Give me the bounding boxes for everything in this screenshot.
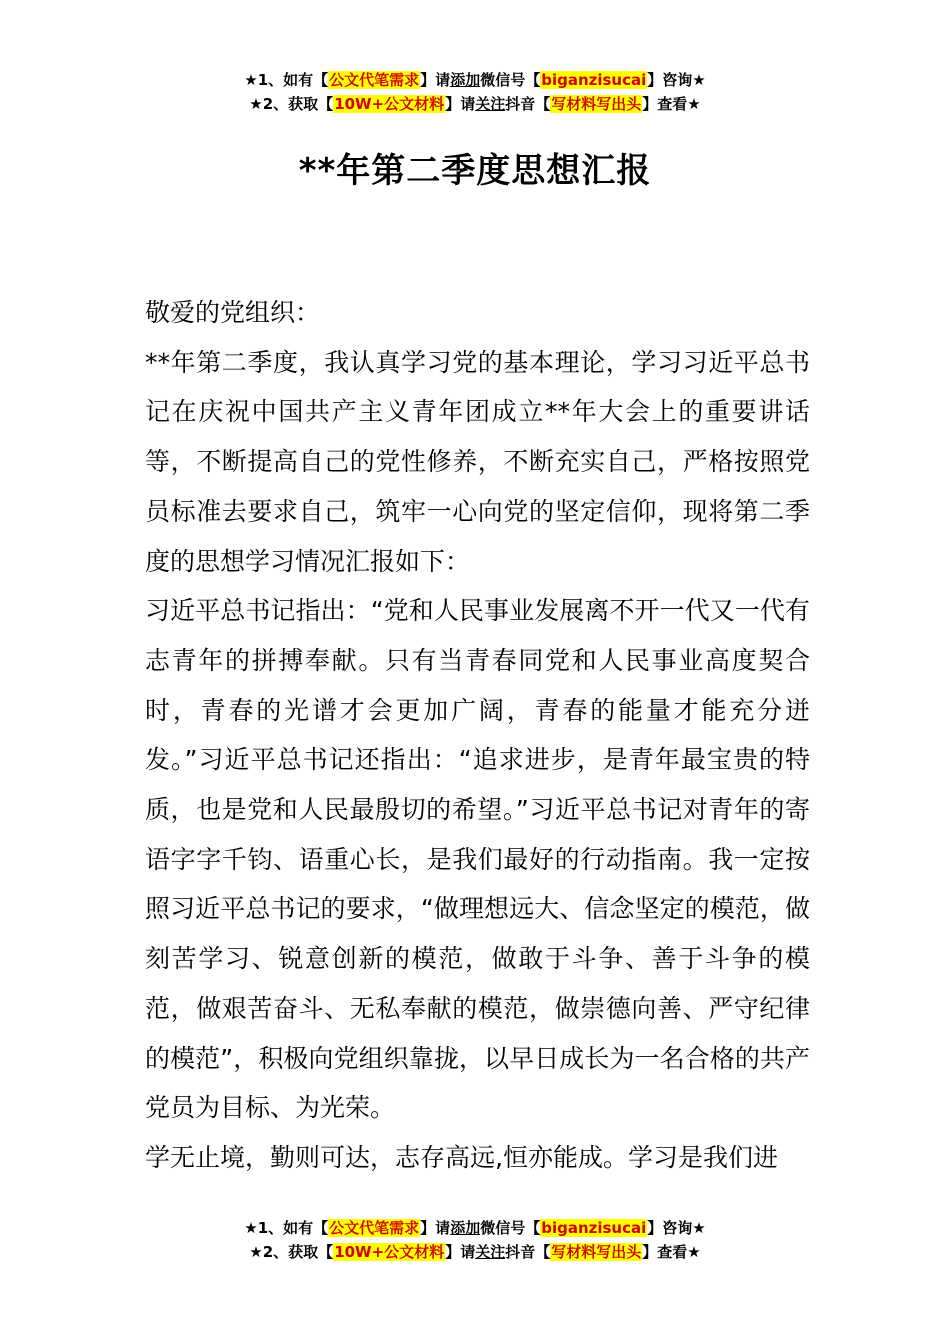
banner-highlight: biganzisucai [541,1219,647,1237]
banner-line-1 [0,1216,950,1240]
banner-line-2 [0,1240,950,1264]
paragraph-2: 习近平总书记指出：“党和人民事业发展离不开一代又一代有志青年的拼搏奉献。只有当青春同党和人民事业高度契合时，青春的光谱才会更加广阔，青春的能量才能充分迸发。”习近平总书记还指出：“追求进步，是青年最宝贵的特质，也是党和人民最殷切的希望。”习近平总书记对青年的寄语字字千钧、语重心长，是我们最好的行动指南。我一定按照习近平总书记的要求，“做理想远大、信念坚定的模范，做刻苦学习、锐意创新的模范，做敢于斗争、善于斗争的模范，做艰苦奋斗、无私奉献的模范，做崇德向善、严守纪律的模范”，积极向党组织靠拢，以早日成长为一名合格的共产党员为目标、为光荣。 [145,596,810,1123]
banner-text: 】查看★ [642,95,701,113]
document-title: **年第二季度思想汇报 [298,151,652,191]
paragraph-1: **年第二季度，我认真学习党的基本理论，学习习近平总书记在庆祝中国共产主义青年团成立**年大会上的重要讲话等，不断提高自己的党性修养，不断充实自己，严格按照党员标准去要求自己，筑牢一心向党的坚定信仰，现将第二季度的思想学习情况汇报如下： [145,347,810,576]
banner-text: 】查看★ [642,1243,701,1261]
paragraph-3: 学无止境，勤则可达，志存高远,恒亦能成。学习是我们进 [145,1142,778,1172]
banner-text: 】咨询★ [647,71,706,89]
banner-underline: 关注 [475,1243,506,1261]
footer-banner [0,1216,950,1264]
banner-line-2 [0,92,950,116]
banner-text: 抖音【 [505,95,551,113]
banner-text: 】请 [445,95,476,113]
banner-line-1 [0,68,950,92]
banner-text: 】请 [420,71,451,89]
banner-text: 微信号【 [480,1219,541,1237]
banner-text: 】咨询★ [647,1219,706,1237]
document-body [145,288,810,1183]
banner-text: 抖音【 [505,1243,551,1261]
banner-underline: 添加 [450,1219,481,1237]
banner-underline: 关注 [475,95,506,113]
banner-underline: 添加 [450,71,481,89]
banner-highlight: 公文代笔需求 [329,1219,420,1237]
banner-text: 】请 [420,1219,451,1237]
banner-text: ★1、如有【 [244,1219,329,1237]
banner-text: 微信号【 [480,71,541,89]
banner-highlight: 写材料写出头 [551,95,642,113]
header-banner [0,68,950,116]
banner-highlight: 10W+公文材料 [334,1243,445,1261]
banner-highlight: biganzisucai [541,71,647,89]
banner-text: 】请 [445,1243,476,1261]
banner-text: ★2、获取【 [249,1243,334,1261]
banner-highlight: 10W+公文材料 [334,95,445,113]
banner-highlight: 写材料写出头 [551,1243,642,1261]
banner-text: ★2、获取【 [249,95,334,113]
banner-text: ★1、如有【 [244,71,329,89]
banner-highlight: 公文代笔需求 [329,71,420,89]
salutation: 敬爱的党组织： [145,298,321,327]
